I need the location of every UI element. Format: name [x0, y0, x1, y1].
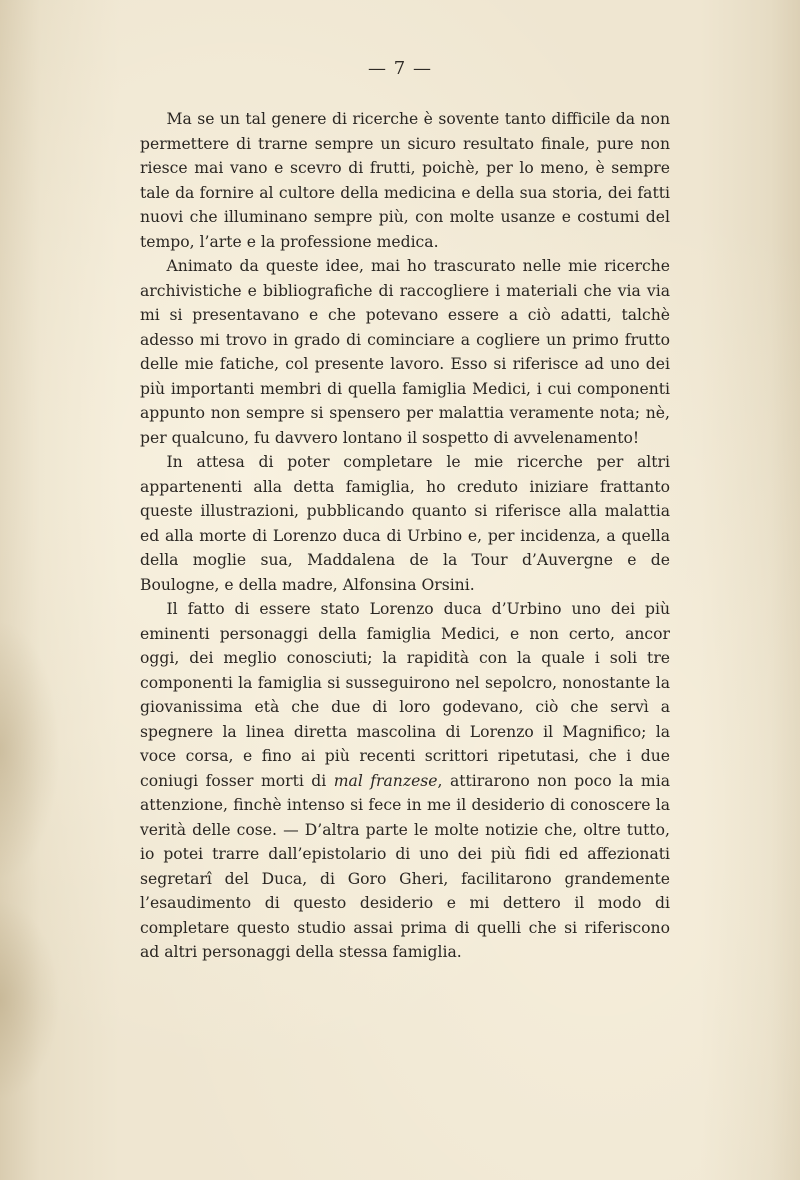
- paragraph: Ma se un tal genere di ricerche è sovente tanto difficile da non permettere di trarne sempre un sicuro resultato finale, pure non riesce mai vano e scevro di frutti, poichè, per lo meno, è sempre tale da fornire al cultore della medicina e della sua storia, dei fatti nuovi che illuminano sempre più, con molte usanze e costumi del tempo, l’arte e la professione medica.: [140, 110, 670, 251]
- paper-stain: [0, 620, 60, 880]
- page-number: — 7 —: [368, 58, 432, 79]
- paragraph-text: , attirarono non poco la mia attenzione, finchè intenso si fece in me il desiderio di conoscere la verità delle cose. — D’altra parte le molte notizie che, oltre tutto, io potei trarre dall’epistolario di uno dei più fidi ed affezionati segretarî del Duca, di Goro Gheri, facilitarono grandemente l’esaudimento di questo desiderio e mi dettero il modo di completare questo studio assai prima di quelli che si riferiscono ad altri personaggi della stessa famiglia.: [140, 771, 670, 961]
- paragraph-text: Il fatto di essere stato Lorenzo duca d’Urbino uno dei più eminenti personaggi della famiglia Medici, e non certo, ancor oggi, dei meglio conosciuti; la rapidità con la quale i soli tre componenti la famiglia si susseguirono nel sepolcro, nonostante la giovanissima età che due di loro godevano, ciò che servì a spegnere la linea diretta mascolina di Lorenzo il Magnifico; la voce corsa, e fino ai più recenti scrittori ripetutasi, che i due coniugi fosser morti di: [140, 600, 670, 790]
- body-text: [140, 107, 670, 965]
- paragraph: [140, 597, 670, 965]
- paragraph: In attesa di poter completare le mie ricerche per altri appartenenti alla detta famiglia, ho creduto iniziare frattanto queste illustrazioni, pubblicando quanto si riferisce alla malattia ed alla morte di Lorenzo duca di Urbino e, per incidenza, a quella della moglie sua, Maddalena de la Tour d’Auvergne e de Boulogne, e della madre, Alfonsina Orsini.: [140, 453, 670, 594]
- italic-phrase: mal franzese: [333, 771, 438, 790]
- paragraph: Animato da queste idee, mai ho trascurato nelle mie ricerche archivistiche e bibliografiche di raccogliere i materiali che via via mi si presentavano e che potevano essere a ciò adatti, talchè adesso mi trovo in grado di cominciare a cogliere un primo frutto delle mie fatiche, col presente lavoro. Esso si riferisce ad uno dei più importanti membri di quella famiglia Medici, i cui componenti appunto non sempre si spensero per malattia veramente nota; nè, per qualcuno, fu davvero lontano il sospetto di avvelenamento!: [140, 257, 670, 447]
- paper-stain: [0, 900, 60, 1100]
